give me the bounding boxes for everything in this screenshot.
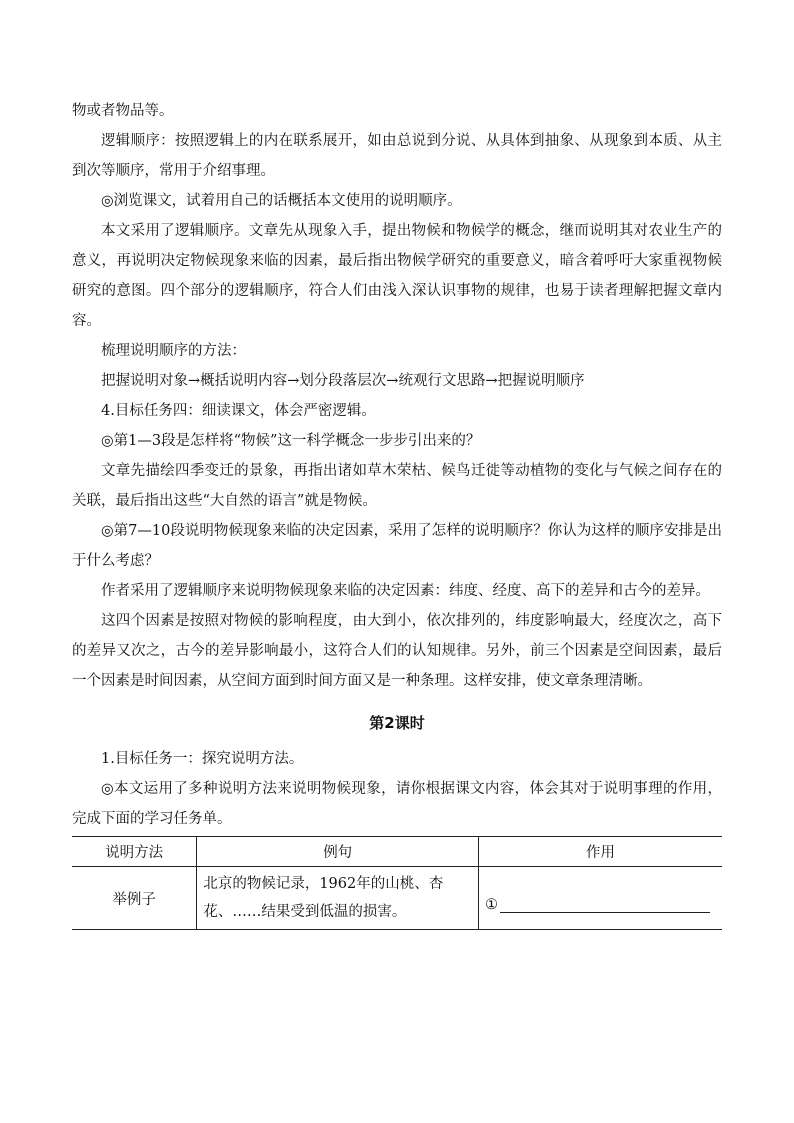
paragraph: 逻辑顺序：按照逻辑上的内在联系展开，如由总说到分说、从具体到抽象、从现象到本质、从主到次等顺序，常用于介绍事理。 — [72, 133, 722, 179]
method-cell: 举例子 — [72, 867, 197, 930]
paragraph: ◎浏览课文，试着用自己的话概括本文使用的说明顺序。 — [101, 193, 462, 209]
paragraph: ◎第1—3段是怎样将“物候”这一科学概念一步步引出来的？ — [101, 433, 481, 449]
effect-cell — [479, 867, 722, 930]
table-header-example: 例句 — [197, 837, 479, 867]
example-sentence: 北京的物候记录，1962年的山桃、杏花、……结果受到低温的损害。 — [203, 876, 444, 920]
paragraph: ◎本文运用了多种说明方法来说明物候现象，请你根据课文内容，体会其对于说明事理的作用，完成下面的学习任务单。 — [72, 781, 722, 827]
paragraph: 作者采用了逻辑顺序来说明物候现象来临的决定因素：纬度、经度、高下的差异和古今的差异。 — [101, 583, 710, 599]
paragraph: 1.目标任务一：探究说明方法。 — [101, 751, 304, 767]
table-row — [72, 867, 722, 930]
lesson-title: 第2课时 — [369, 714, 425, 732]
paragraph: ◎第7—10段说明物候现象来临的决定因素，采用了怎样的说明顺序？你认为这样的顺序安排是出于什么考虑？ — [72, 523, 722, 569]
table-header-row — [72, 837, 722, 867]
paragraph: 物或者物品等。 — [72, 103, 174, 119]
paragraph: 梳理说明顺序的方法： — [101, 343, 246, 359]
document-body — [72, 96, 722, 930]
section-before-lesson — [72, 96, 722, 696]
example-cell — [197, 867, 479, 930]
paragraph: 这四个因素是按照对物候的影响程度，由大到小，依次排列的，纬度影响最大，经度次之，高下的差异又次之，古今的差异影响最小，这符合人们的认知规律。另外，前三个因素是空间因素，最后一个因素是时间因素，从空间方面到时间方面又是一种条理。这样安排，使文章条理清晰。 — [72, 613, 722, 689]
learning-task-table — [72, 836, 722, 930]
section-lesson-2 — [72, 744, 722, 834]
paragraph: 把握说明对象→概括说明内容→划分段落层次→统观行文思路→把握说明顺序 — [101, 373, 585, 389]
paragraph: 本文采用了逻辑顺序。文章先从现象入手，提出物候和物候学的概念，继而说明其对农业生产的意义，再说明决定物候现象来临的因素，最后指出物候学研究的重要意义，暗含着呼吁大家重视物候研究的意图。四个部分的逻辑顺序，符合人们由浅入深认识事物的规律，也易于读者理解把握文章内容。 — [72, 223, 722, 329]
effect-marker: ① — [485, 897, 499, 913]
paragraph: 4.目标任务四：细读课文，体会严密逻辑。 — [101, 403, 376, 419]
table-header-effect: 作用 — [479, 837, 722, 867]
effect-answer-area — [479, 867, 722, 929]
answer-blank-line[interactable] — [500, 894, 710, 913]
paragraph: 文章先描绘四季变迁的景象，再指出诸如草木荣枯、候鸟迁徙等动植物的变化与气候之间存在的关联，最后指出这些“大自然的语言”就是物候。 — [72, 463, 722, 509]
table-header-method: 说明方法 — [72, 837, 197, 867]
